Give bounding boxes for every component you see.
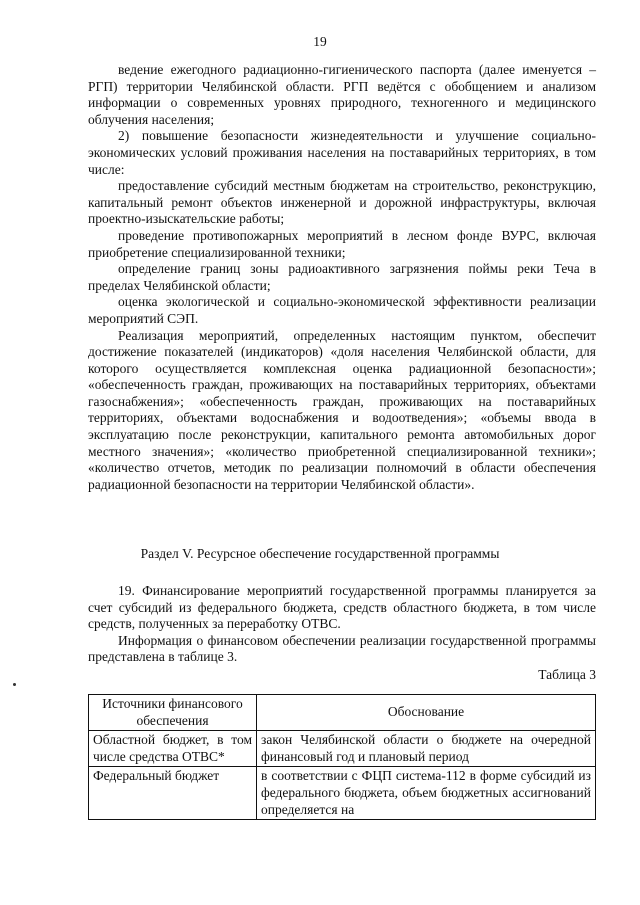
table-cell: закон Челябинской области о бюджете на очередной финансовый год и плановый период xyxy=(257,731,596,767)
table-header-cell: Источники финансового обеспечения xyxy=(89,695,257,731)
paragraph: проведение противопожарных мероприятий в лесном фонде ВУРС, включая приобретение специализированной техники; xyxy=(88,227,596,260)
table-cell: Федеральный бюджет xyxy=(89,767,257,820)
paragraph: ведение ежегодного радиационно-гигиенического паспорта (далее именуется – РГП) территории Челябинской области. РГП ведётся с обобщением и анализом информации о современных уровнях природного, техногенного и медицинского облучения населения; xyxy=(88,62,596,127)
table-header-cell: Обоснование xyxy=(257,695,596,731)
paragraph: предоставление субсидий местным бюджетам на строительство, реконструкцию, капитальный ремонт объектов инженерной и дорожной инфраструктуры, включая проектно-изыскательские работы; xyxy=(88,178,596,227)
paragraph: 19. Финансирование мероприятий государственной программы планируется за счет субсидий из федерального бюджета, средств областного бюджета, в том числе средств, полученных за переработку ОТВС. xyxy=(88,583,596,632)
table-row xyxy=(89,767,596,820)
table-label: Таблица 3 xyxy=(538,666,596,682)
paragraph: определение границ зоны радиоактивного загрязнения поймы реки Теча в пределах Челябинской области; xyxy=(88,261,596,293)
section-title: Раздел V. Ресурсное обеспечение государственной программы xyxy=(140,546,500,561)
paragraph: оценка экологической и социально-экономической эффективности реализации мероприятий СЭП. xyxy=(88,294,596,326)
page-number: 19 xyxy=(313,34,327,49)
table-cell: в соответствии с ФЦП система-112 в форме субсидий из федерального бюджета, объем бюджетных ассигнований определяется на xyxy=(257,767,596,820)
table-cell: Областной бюджет, в том числе средства ОТВС* xyxy=(89,731,257,767)
body-text-bottom xyxy=(88,583,596,684)
paragraph: Реализация мероприятий, определенных настоящим пунктом, обеспечит достижение показателей (индикаторов) «доля населения Челябинской области, для которого осуществляется комплексная оценка радиационной безопасности»; «обеспеченность граждан, проживающих на поставарийных территориях, объектами газоснабжения»; «обеспеченность граждан, проживающих на поставарийных территориях, объектами водоснабжения и водоотведения»; «объемы ввода в эксплуатацию после реконструкции, капитального ремонта автомобильных дорог местного значения»; «количество приобретенной специализированной техники»; «количество отчетов, методик по реализации полномочий в области обеспечения радиационной безопасности на территории Челябинской области». xyxy=(88,327,596,492)
scan-dot xyxy=(13,683,16,686)
table-row xyxy=(89,731,596,767)
financing-table xyxy=(88,694,596,820)
paragraph: 2) повышение безопасности жизнедеятельности и улучшение социально-экономических условий проживания населения на поставарийных территориях, в том числе: xyxy=(88,128,596,177)
paragraph: Информация о финансовом обеспечении реализации государственной программы представлена в таблице 3. xyxy=(88,632,596,665)
table-header-row xyxy=(89,695,596,731)
body-text-top xyxy=(88,62,596,493)
